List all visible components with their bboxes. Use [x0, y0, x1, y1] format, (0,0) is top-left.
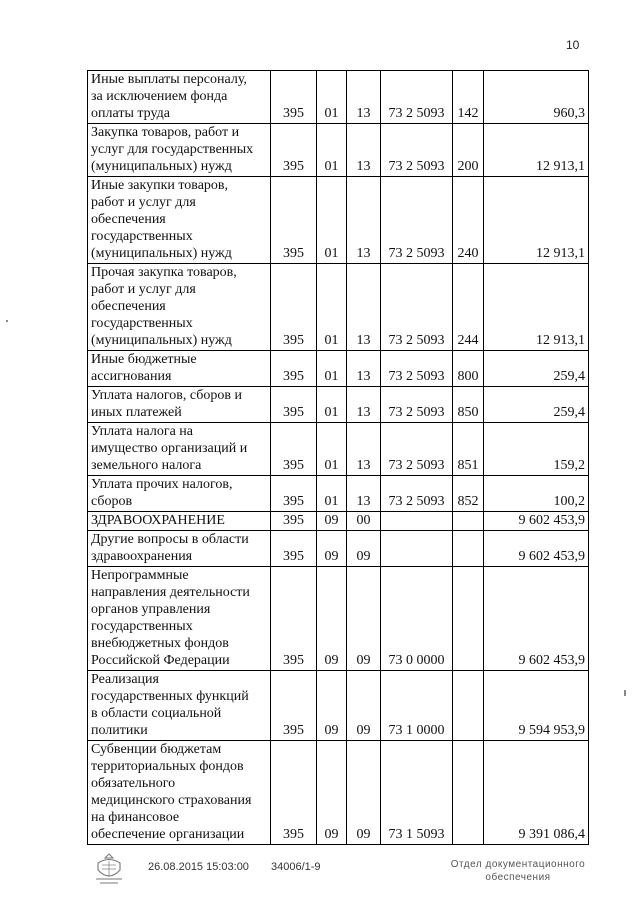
subsection-code-cell: 13 [347, 476, 381, 512]
department-stamp [440, 858, 596, 884]
expense-name-line: земельного налога [91, 458, 202, 473]
expense-name-cell [88, 264, 271, 351]
expense-name-line: имущество организаций и [91, 441, 248, 456]
target-article-cell: 73 1 5093 [381, 741, 453, 845]
ministry-code-cell: 395 [271, 531, 317, 567]
target-article-cell: 73 2 5093 [381, 124, 453, 177]
expense-name-line: политики [91, 723, 148, 738]
expense-name-line: работ и услуг для [91, 195, 196, 210]
expense-type-cell: 200 [453, 124, 484, 177]
expense-type-cell [453, 671, 484, 741]
expense-name-line: оплаты труда [91, 106, 170, 121]
expense-name-line: государственных [91, 619, 193, 634]
expense-name-line: Уплата налогов, сборов и [91, 388, 242, 403]
section-code-cell: 09 [317, 671, 347, 741]
subsection-code-cell: 09 [347, 671, 381, 741]
expense-name-line: обеспечения [91, 299, 166, 314]
section-code-cell: 01 [317, 264, 347, 351]
expense-name-line: иных платежей [91, 405, 182, 420]
expense-type-cell [453, 531, 484, 567]
amount-cell: 100,2 [484, 476, 589, 512]
ministry-code-cell: 395 [271, 124, 317, 177]
expense-name-line: направления деятельности [91, 585, 250, 600]
expense-name-cell [88, 567, 271, 671]
subsection-code-cell: 13 [347, 177, 381, 264]
subsection-code-cell: 09 [347, 741, 381, 845]
expense-type-cell [453, 512, 484, 531]
print-datetime: 26.08.2015 15:03:00 [148, 861, 249, 873]
expense-name-cell [88, 351, 271, 387]
expense-name-line: (муниципальных) нужд [91, 333, 232, 348]
section-code-cell: 09 [317, 512, 347, 531]
table-row [88, 423, 589, 476]
expense-type-cell [453, 567, 484, 671]
expense-name-line: (муниципальных) нужд [91, 159, 232, 174]
ministry-code-cell: 395 [271, 351, 317, 387]
section-code-cell: 01 [317, 124, 347, 177]
expense-name-line: Российской Федерации [91, 653, 230, 668]
amount-cell: 12 913,1 [484, 264, 589, 351]
subsection-code-cell: 09 [347, 567, 381, 671]
expense-name-cell [88, 512, 271, 531]
department-line: Отдел документационного [450, 859, 586, 870]
expense-name-line: Закупка товаров, работ и [91, 125, 240, 140]
expense-type-cell: 852 [453, 476, 484, 512]
expense-name-line: услуг для государственных [91, 142, 254, 157]
ministry-code-cell: 395 [271, 671, 317, 741]
table-row [88, 264, 589, 351]
expense-name-line: Иные бюджетные [91, 352, 197, 367]
subsection-code-cell: 13 [347, 264, 381, 351]
target-article-cell: 73 2 5093 [381, 264, 453, 351]
expense-name-line: медицинского страхования [91, 793, 252, 808]
subsection-code-cell: 13 [347, 71, 381, 124]
document-number: 34006/1-9 [271, 861, 321, 873]
table-row [88, 567, 589, 671]
section-code-cell: 01 [317, 71, 347, 124]
section-code-cell: 09 [317, 531, 347, 567]
expense-name-line: на финансовое [91, 810, 180, 825]
table-row [88, 177, 589, 264]
subsection-code-cell: 13 [347, 423, 381, 476]
target-article-cell [381, 531, 453, 567]
expense-type-cell: 142 [453, 71, 484, 124]
target-article-cell: 73 2 5093 [381, 387, 453, 423]
amount-cell: 12 913,1 [484, 124, 589, 177]
amount-cell: 259,4 [484, 351, 589, 387]
amount-cell: 159,2 [484, 423, 589, 476]
section-code-cell: 01 [317, 177, 347, 264]
target-article-cell: 73 2 5093 [381, 71, 453, 124]
expense-name-line: внебюджетных фондов [91, 636, 229, 651]
expense-name-line: Уплата налога на [91, 424, 193, 439]
expense-name-line: Другие вопросы в области [91, 532, 249, 547]
expense-name-line: Прочая закупка товаров, [91, 265, 237, 280]
expense-name-cell [88, 671, 271, 741]
expense-name-line: обязательного [91, 776, 176, 791]
expense-name-line: ассигнования [91, 369, 172, 384]
target-article-cell: 73 2 5093 [381, 177, 453, 264]
expense-type-cell: 851 [453, 423, 484, 476]
expense-name-line: Непрограммные [91, 568, 189, 583]
target-article-cell: 73 0 0000 [381, 567, 453, 671]
expense-name-line: Иные выплаты персоналу, [91, 72, 247, 87]
expense-name-cell [88, 71, 271, 124]
ministry-code-cell: 395 [271, 71, 317, 124]
expense-name-line: за исключением фонда [91, 89, 228, 104]
budget-table [87, 70, 589, 845]
expense-name-line: обеспечение организации [91, 827, 245, 842]
expense-name-line: ЗДРАВООХРАНЕНИЕ [91, 513, 225, 528]
section-code-cell: 01 [317, 387, 347, 423]
expense-name-line: Иные закупки товаров, [91, 178, 229, 193]
expense-type-cell: 800 [453, 351, 484, 387]
section-code-cell: 09 [317, 741, 347, 845]
scan-artifact [624, 690, 626, 696]
ministry-code-cell: 395 [271, 264, 317, 351]
section-code-cell: 01 [317, 476, 347, 512]
expense-name-cell [88, 531, 271, 567]
target-article-cell: 73 2 5093 [381, 476, 453, 512]
table-row [88, 512, 589, 531]
target-article-cell: 73 1 0000 [381, 671, 453, 741]
subsection-code-cell: 00 [347, 512, 381, 531]
budget-table-body [88, 71, 589, 845]
expense-name-cell [88, 741, 271, 845]
expense-name-line: государственных функций [91, 689, 249, 704]
expense-type-cell: 244 [453, 264, 484, 351]
department-line: обеспечения [485, 872, 551, 883]
expense-type-cell: 850 [453, 387, 484, 423]
target-article-cell [381, 512, 453, 531]
expense-name-line: государственных [91, 229, 193, 244]
expense-name-line: обеспечения [91, 212, 166, 227]
amount-cell: 259,4 [484, 387, 589, 423]
section-code-cell: 09 [317, 567, 347, 671]
amount-cell: 9 594 953,9 [484, 671, 589, 741]
expense-name-cell [88, 387, 271, 423]
target-article-cell: 73 2 5093 [381, 423, 453, 476]
page-number: 10 [566, 38, 580, 52]
expense-name-line: здравоохранения [91, 549, 193, 564]
section-code-cell: 01 [317, 351, 347, 387]
table-row [88, 476, 589, 512]
expense-name-line: в области социальной [91, 706, 222, 721]
expense-name-line: Субвенции бюджетам [91, 742, 222, 757]
expense-name-line: Уплата прочих налогов, [91, 477, 233, 492]
ministry-code-cell: 395 [271, 387, 317, 423]
expense-type-cell [453, 741, 484, 845]
amount-cell: 960,3 [484, 71, 589, 124]
ministry-code-cell: 395 [271, 512, 317, 531]
expense-name-line: работ и услуг для [91, 282, 196, 297]
scan-artifact [6, 320, 8, 322]
section-code-cell: 01 [317, 423, 347, 476]
subsection-code-cell: 13 [347, 387, 381, 423]
expense-name-line: Реализация [91, 672, 159, 687]
expense-name-line: территориальных фондов [91, 759, 244, 774]
expense-name-cell [88, 476, 271, 512]
table-row [88, 531, 589, 567]
table-row [88, 671, 589, 741]
table-row [88, 71, 589, 124]
expense-name-line: сборов [91, 494, 133, 509]
expense-name-line: (муниципальных) нужд [91, 246, 232, 261]
ministry-code-cell: 395 [271, 476, 317, 512]
subsection-code-cell: 13 [347, 124, 381, 177]
table-row [88, 124, 589, 177]
subsection-code-cell: 13 [347, 351, 381, 387]
subsection-code-cell: 09 [347, 531, 381, 567]
amount-cell: 9 602 453,9 [484, 567, 589, 671]
expense-name-line: государственных [91, 316, 193, 331]
expense-name-cell [88, 423, 271, 476]
expense-name-cell [88, 177, 271, 264]
ministry-code-cell: 395 [271, 423, 317, 476]
amount-cell: 12 913,1 [484, 177, 589, 264]
ministry-code-cell: 395 [271, 567, 317, 671]
ministry-code-cell: 395 [271, 177, 317, 264]
amount-cell: 9 602 453,9 [484, 512, 589, 531]
ministry-code-cell: 395 [271, 741, 317, 845]
table-row [88, 351, 589, 387]
expense-type-cell: 240 [453, 177, 484, 264]
table-row [88, 741, 589, 845]
table-row [88, 387, 589, 423]
amount-cell: 9 602 453,9 [484, 531, 589, 567]
target-article-cell: 73 2 5093 [381, 351, 453, 387]
coat-of-arms-logo [92, 851, 126, 887]
expense-name-cell [88, 124, 271, 177]
expense-name-line: органов управления [91, 602, 211, 617]
amount-cell: 9 391 086,4 [484, 741, 589, 845]
